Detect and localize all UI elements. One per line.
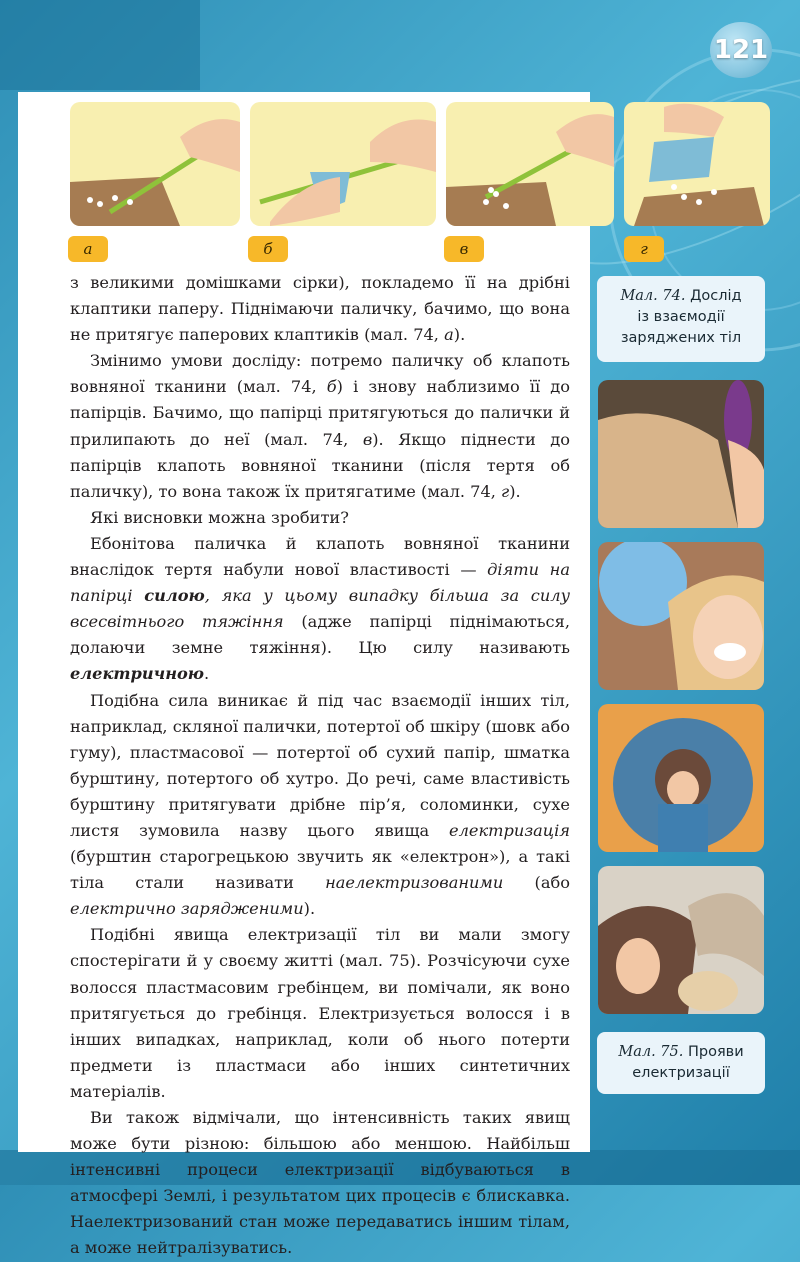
figure-74d-photo: [624, 102, 770, 226]
figure-label-a: а: [68, 236, 108, 262]
paragraph-4: Ебонітова паличка й клапоть вовняної тканини внаслідок тертя набули нової властивості — діяти на папірці силою, яка у цьому випадку більша за силу всесвітнього тяжіння (адже папірці піднімаються, долаючи земне тяжіння). Цю силу називають електричною.: [70, 533, 571, 684]
page-number: 121: [710, 22, 772, 78]
figure-label-b: б: [248, 236, 288, 262]
figure-75-photo-balloon: [598, 542, 764, 690]
paragraph-3: Які висновки можна зробити?: [90, 507, 349, 527]
paragraph-6: Подібні явища електризації тіл ви мали змогу спостерігати й у своєму житті (мал. 75). Розчісуючи сухе волосся пластмасовим гребінцем, ви помічали, як воно притягується до гребінця. Електризується волосся і в інших випадках, наприклад, коли об нього потерти предмети із пластмаси або інших синтетичних матеріалів.: [70, 925, 570, 1101]
figure-74a-photo: [70, 102, 240, 226]
body-text: [70, 270, 570, 1262]
page-edge: [572, 92, 590, 1152]
paragraph-2: Змінимо умови досліду: потремо паличку об клапоть вовняної тканини (мал. 74, б) і знову наблизимо її до папірців. Бачимо, що папірці притягуються до палички й прилипають до неї (мал. 74, в). Якщо піднести до папірців клапоть вовняної тканини (після тертя об паличку), то вона також їх притягатиме (мал. 74, г).: [70, 351, 571, 501]
figure-label-g: г: [624, 236, 664, 262]
figure-74b-photo: [250, 102, 436, 226]
figure-74-caption: Мал. 74. Дослід із взаємодії заряджених тіл: [597, 276, 765, 362]
paragraph-1: з великими домішками сірки), покладемо її на дрібні клаптики паперу. Піднімаючи паличку, бачимо, що вона не притягує паперових клаптиків (мал. 74, а).: [70, 273, 570, 345]
paragraph-5: Подібна сила виникає й під час взаємодії інших тіл, наприклад, скляної палички, потертої об шкіру (шовк або гуму), пластмасової — потертої об сухий папір, шматка бурштину, потертого об хутро. До речі, саме властивість бурштину притягувати дрібне пір’я, соломинки, сухе листя зумовила назву цього явища електризація (бурштин старогрецькою звучить як «електрон»), а такі тіла стали називати наелектризованими (або електрично зарядженими).: [70, 690, 570, 919]
figure-74c-photo: [446, 102, 614, 226]
figure-75-photo-tunnel: [598, 704, 764, 852]
figure-label-v: в: [444, 236, 484, 262]
figure-75-photo-hair-standing: [598, 866, 764, 1014]
figure-75-photo-hair-comb: [598, 380, 764, 528]
paragraph-7: Ви також відмічали, що інтенсивність таких явищ може бути різною: більшою або меншою. Найбільш інтенсивні процеси електризації відбуваються в атмосфері Землі, і результатом цих процесів є блискавка. Наелектризований стан може передаватись іншим тілам, а може нейтралізуватись.: [70, 1108, 570, 1258]
figure-75-caption: Мал. 75. Прояви електризації: [597, 1032, 765, 1094]
